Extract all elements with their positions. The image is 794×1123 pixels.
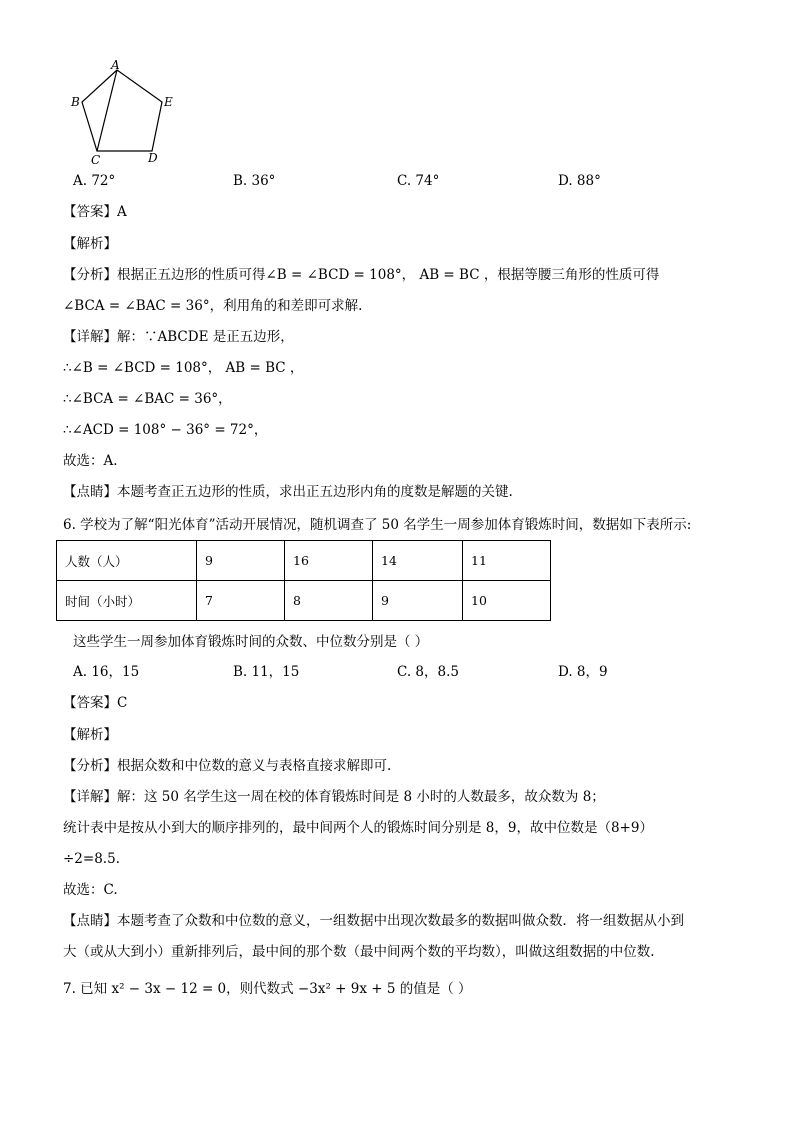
q6-data-table — [56, 540, 551, 621]
q6-answer: 【答案】C — [63, 695, 128, 711]
table-row — [57, 541, 551, 581]
table-cell: 9 — [197, 541, 285, 581]
q5-detail-line2: ∴∠B = ∠BCD = 108°， AB = BC ， — [63, 360, 304, 376]
q6-stem: 6. 学校为了解“阳光体育”活动开展情况，随机调查了 50 名学生一周参加体育锻炼时间，数据如下表所示: — [63, 517, 692, 533]
q6-option-c[interactable]: C. 8，8.5 — [397, 664, 459, 680]
pentagon-figure — [62, 58, 192, 168]
table-cell: 16 — [285, 541, 373, 581]
label-b: B — [71, 95, 80, 109]
q6-option-b[interactable]: B. 11，15 — [233, 664, 300, 680]
table-row — [57, 581, 551, 621]
q6-question: 这些学生一周参加体育锻炼时间的众数、中位数分别是（ ） — [73, 634, 429, 650]
q5-choose: 故选：A. — [63, 453, 118, 469]
label-e: E — [164, 95, 173, 109]
q5-jiexi: 【解析】 — [63, 236, 117, 252]
table-cell: 14 — [373, 541, 463, 581]
q5-answer: 【答案】A — [63, 204, 127, 220]
table-cell: 9 — [373, 581, 463, 621]
q6-detail-line2: 统计表中是按从小到大的顺序排列的，最中间两个人的锻炼时间分别是 8，9，故中位数是（8+9） — [63, 820, 653, 836]
table-cell: 人数（人） — [57, 541, 197, 581]
table-cell: 11 — [463, 541, 551, 581]
q5-option-a[interactable]: A. 72° — [73, 173, 116, 189]
label-a: A — [111, 58, 120, 72]
label-c: C — [91, 153, 101, 167]
pentagon-shape — [82, 70, 162, 151]
q6-option-d[interactable]: D. 8，9 — [558, 664, 608, 680]
q5-detail-line3: ∴∠BCA = ∠BAC = 36°， — [63, 391, 232, 407]
table-cell: 8 — [285, 581, 373, 621]
q5-detail-line4: ∴∠ACD = 108° − 36° = 72°， — [63, 422, 268, 438]
q5-option-c[interactable]: C. 74° — [397, 173, 440, 189]
q5-detail-line1: 【详解】解：∵ABCDE 是正五边形， — [63, 329, 294, 345]
diagonal-ac — [97, 70, 117, 151]
q5-option-b[interactable]: B. 36° — [233, 173, 276, 189]
q5-fenxi-line2: ∠BCA = ∠BAC = 36°，利用角的和差即可求解. — [63, 298, 363, 314]
q5-fenxi-line1: 【分析】根据正五边形的性质可得∠B = ∠BCD = 108°， AB = BC ，根据等腰三角形的性质可得 — [63, 267, 660, 283]
q6-dianjing-line2: 大（或从大到小）重新排列后，最中间的那个数（最中间两个数的平均数），叫做这组数据的中位数. — [63, 944, 655, 960]
table-cell: 7 — [197, 581, 285, 621]
q6-dianjing-line1: 【点睛】本题考查了众数和中位数的意义，一组数据中出现次数最多的数据叫做众数．将一组数据从小到 — [63, 913, 684, 929]
label-d: D — [148, 151, 158, 165]
q6-jiexi: 【解析】 — [63, 727, 117, 743]
q5-option-d[interactable]: D. 88° — [558, 173, 601, 189]
q6-detail-line3: ÷2=8.5. — [63, 851, 120, 867]
table-cell: 时间（小时） — [57, 581, 197, 621]
q5-dianjing: 【点睛】本题考查正五边形的性质，求出正五边形内角的度数是解题的关键. — [63, 484, 513, 500]
q6-fenxi: 【分析】根据众数和中位数的意义与表格直接求解即可. — [63, 758, 392, 774]
q6-choose: 故选：C. — [63, 882, 118, 898]
q6-option-a[interactable]: A. 16，15 — [73, 664, 140, 680]
q7-stem: 7. 已知 x² − 3x − 12 = 0，则代数式 −3x² + 9x + 5 的值是（ ） — [63, 981, 472, 997]
table-cell: 10 — [463, 581, 551, 621]
q6-detail-line1: 【详解】解：这 50 名学生这一周在校的体育锻炼时间是 8 小时的人数最多，故众数为 8； — [63, 789, 605, 805]
